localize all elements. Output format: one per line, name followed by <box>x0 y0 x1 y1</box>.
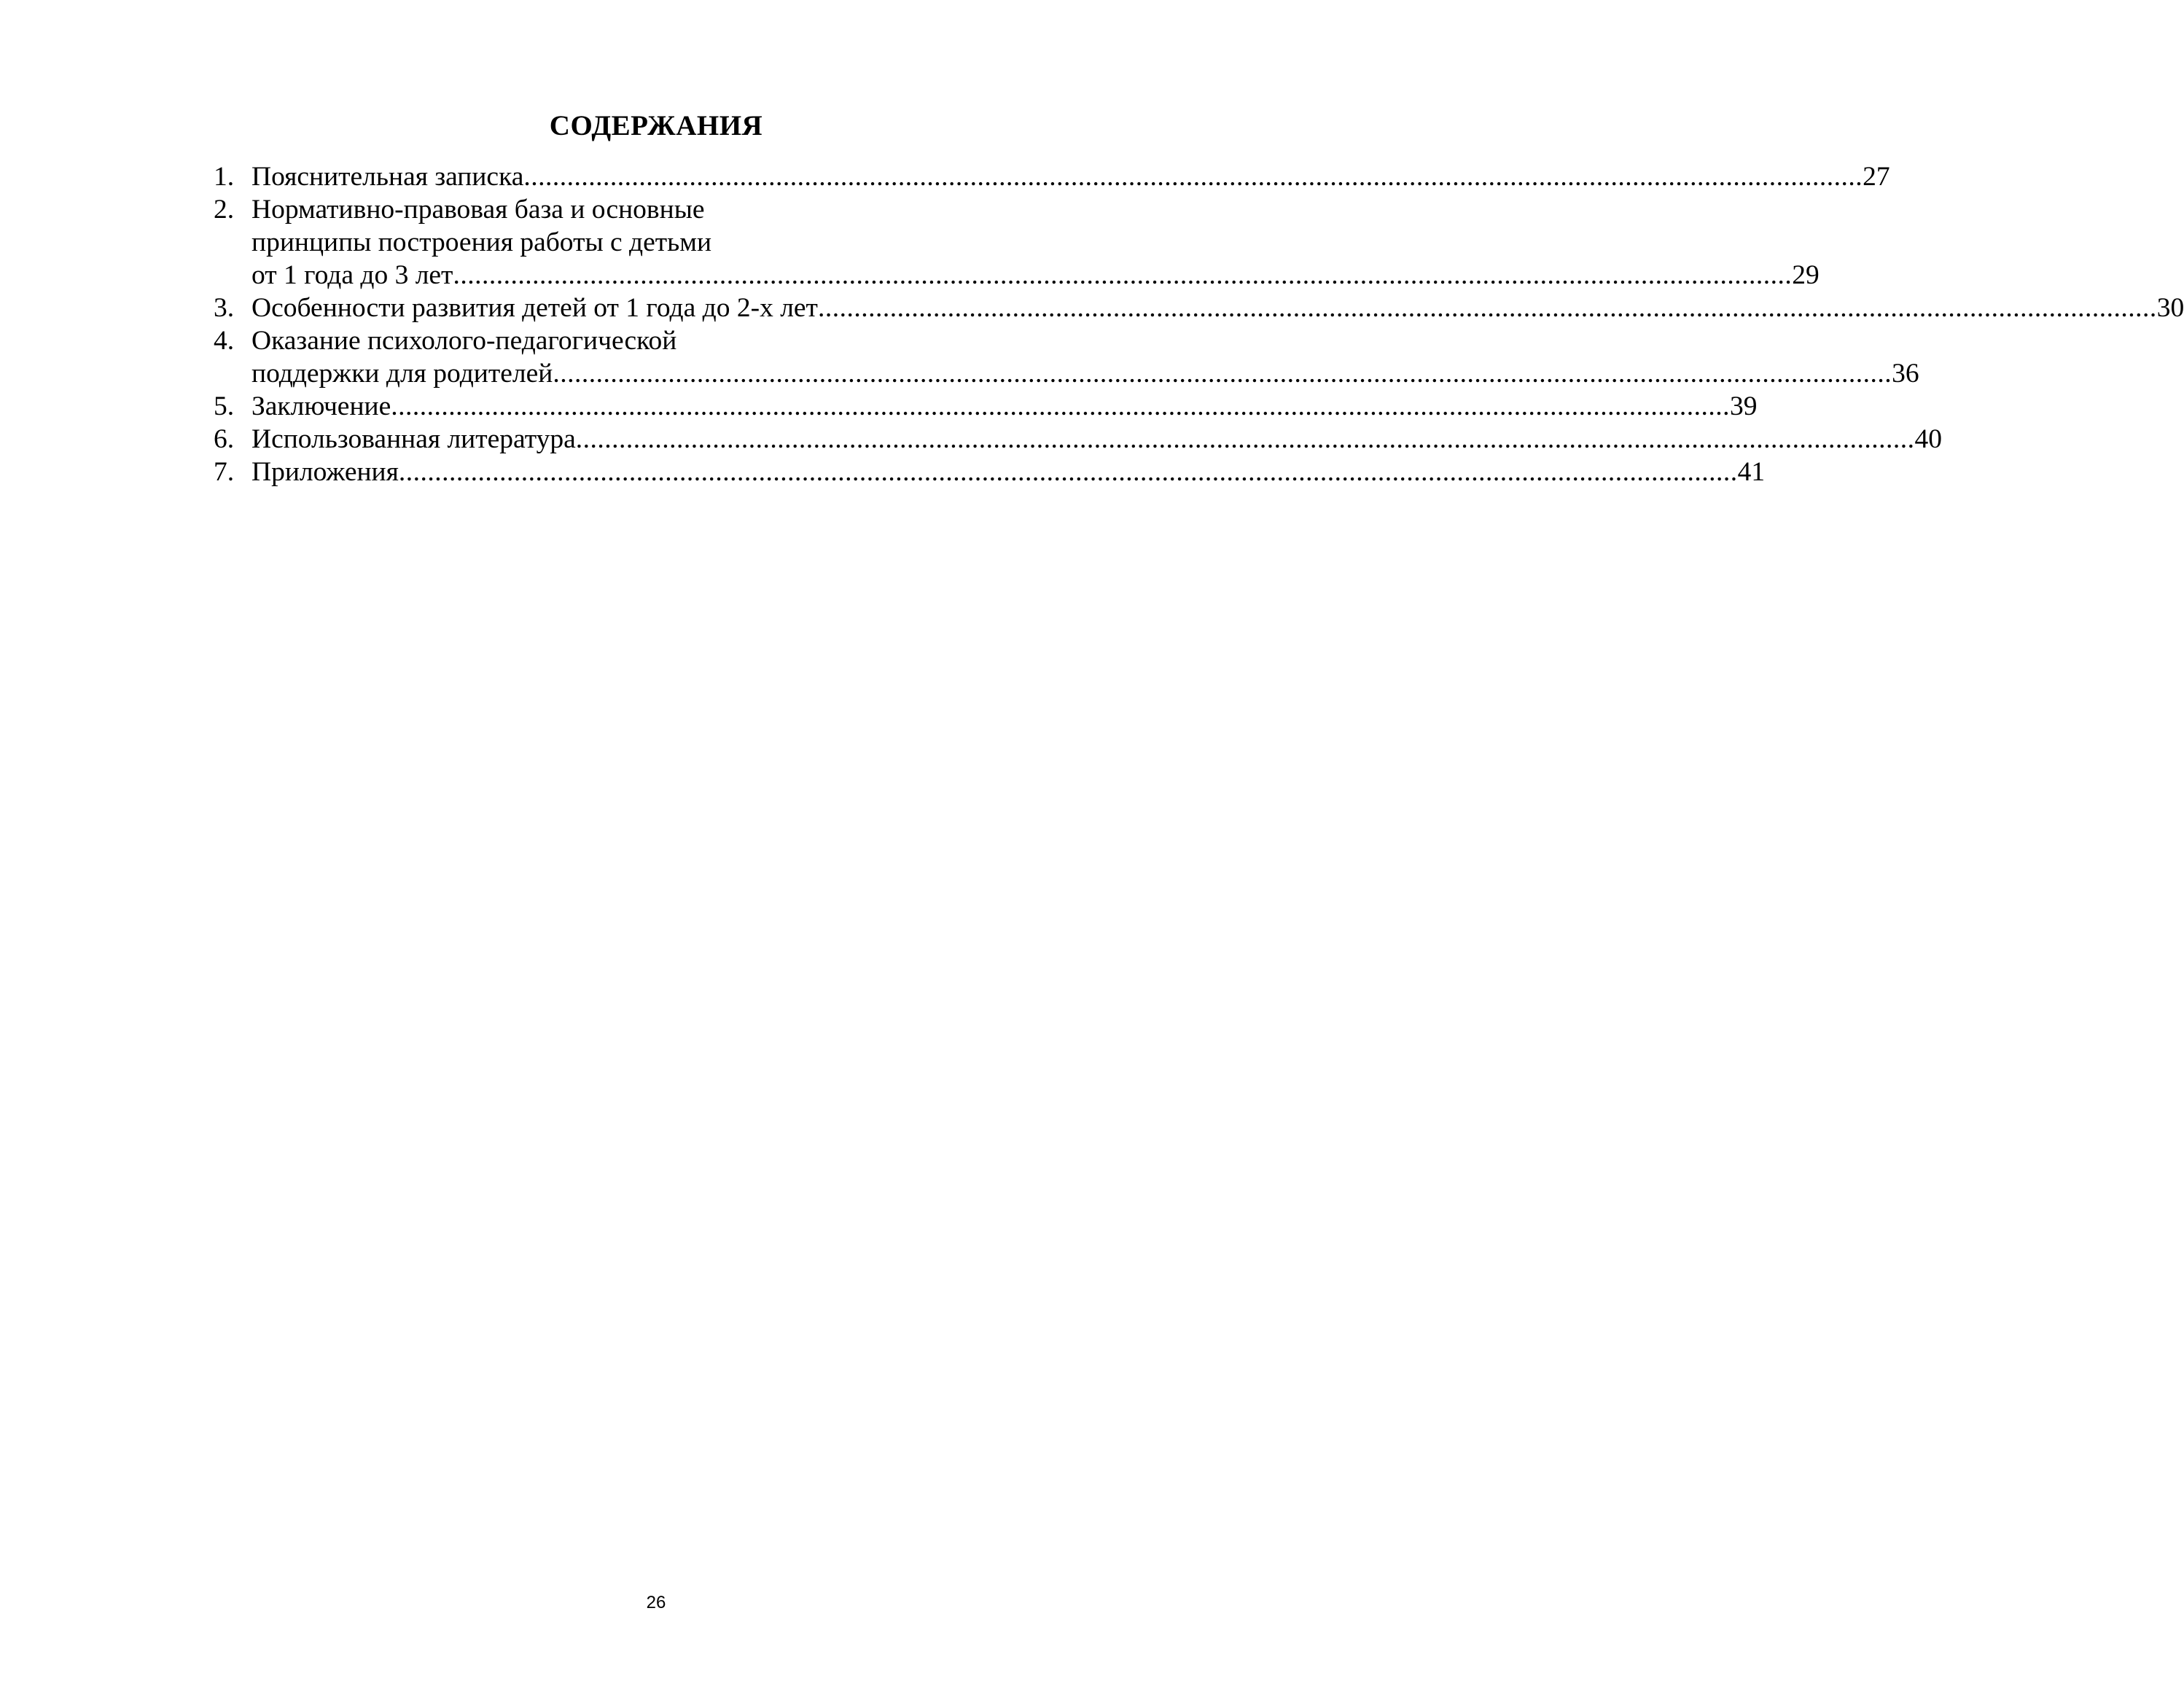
toc-entry-page: 36 <box>1892 359 1919 389</box>
table-of-contents <box>214 160 2184 488</box>
toc-entry <box>214 292 2184 324</box>
toc-entry-text: от 1 года до 3 лет <box>251 260 453 290</box>
toc-entry <box>214 160 1890 193</box>
toc-line <box>214 259 1820 292</box>
toc-entry-number: 7. <box>214 457 235 487</box>
toc-entry-page: 30 <box>2156 293 2184 323</box>
toc-entry <box>214 390 1758 423</box>
toc-entry-text: Заключение <box>251 391 391 421</box>
toc-entry-text: Использованная литература <box>251 424 576 454</box>
toc-entry-text: принципы построения работы с детьми <box>251 227 712 257</box>
toc-entry-text: поддержки для родителей <box>251 359 553 389</box>
toc-line <box>214 357 1919 390</box>
toc-entry-text: Приложения <box>251 457 399 487</box>
page-number: 26 <box>646 1593 666 1612</box>
toc-entry-text: Нормативно-правовая база и основные <box>251 195 705 225</box>
page-title: СОДЕРЖАНИЯ <box>549 110 763 141</box>
toc-dot-leader: .......................................................................................................................................................................................... <box>817 293 2157 323</box>
toc-line <box>214 226 1096 259</box>
toc-entry <box>214 456 1766 488</box>
toc-entry-number: 5. <box>214 391 235 421</box>
toc-line <box>214 456 1766 488</box>
toc-entry-number: 3. <box>214 293 235 323</box>
toc-line <box>214 160 1890 193</box>
toc-line <box>214 423 1942 456</box>
toc-dot-leader: .......................................................................................................................................................................................... <box>398 457 1738 487</box>
toc-line <box>214 324 1096 357</box>
toc-entry-page: 40 <box>1914 424 1942 454</box>
toc-entry-number: 2. <box>214 195 235 225</box>
toc-entry-number: 6. <box>214 424 235 454</box>
toc-entry-text: Особенности развития детей от 1 года до 2-х лет <box>251 293 818 323</box>
toc-entry-text: Пояснительная записка <box>251 162 524 192</box>
toc-entry <box>214 324 1919 390</box>
toc-line <box>214 390 1758 423</box>
toc-line <box>214 292 2184 324</box>
toc-entry-text: Оказание психолого-педагогической <box>251 326 677 356</box>
toc-dot-leader: .......................................................................................................................................................................................... <box>575 424 1915 454</box>
toc-entry-page: 39 <box>1730 391 1758 421</box>
toc-dot-leader: .......................................................................................................................................................................................... <box>523 162 1863 192</box>
toc-entry-page: 41 <box>1737 457 1766 487</box>
toc-entry <box>214 423 1942 456</box>
toc-dot-leader: .......................................................................................................................................................................................... <box>553 359 1892 389</box>
toc-entry-page: 27 <box>1863 162 1890 192</box>
toc-line <box>214 193 1096 226</box>
toc-dot-leader: .......................................................................................................................................................................................... <box>453 260 1793 290</box>
toc-entry-number: 1. <box>214 162 235 192</box>
toc-entry-page: 29 <box>1792 260 1820 290</box>
toc-entry <box>214 193 1820 292</box>
toc-entry-number: 4. <box>214 326 235 356</box>
toc-dot-leader: .......................................................................................................................................................................................... <box>391 391 1730 421</box>
